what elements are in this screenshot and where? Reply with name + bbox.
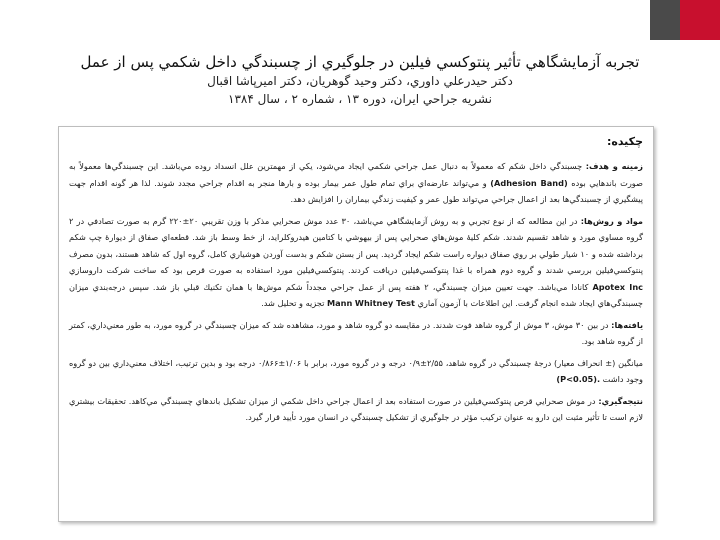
whitney-term: Whitney Test bbox=[354, 298, 415, 308]
corner-decor-dark bbox=[650, 0, 680, 40]
results-text-2: ميانگين (± انحراف معيار) درجهٔ چسبندگي در گروه شاهد، ۲/۵۵±۰/۹ درجه و در گروه مورد، برابر با ۱/۰۶±۰/۸۶۶ درجه بود و بدين ترتيب، اختلاف معني‌داري بين دو گروه وجود داشت bbox=[69, 357, 643, 384]
article-header bbox=[40, 52, 680, 108]
adhesion-band-term: (Adhesion Band) bbox=[490, 177, 568, 188]
methods-heading: مواد و روش‌ها: bbox=[580, 215, 643, 226]
methods-paragraph bbox=[69, 213, 643, 312]
p-value: (P<0.05). bbox=[556, 374, 601, 384]
conclusion-heading: نتيجه‌گيري: bbox=[598, 395, 643, 406]
background-text: چسبندگي داخل شكم كه معمولاً به دنبال عمل جراحي شكمي ايجاد مي‌شود، يكي از مهمترين علل انسداد روده مي‌باشد. اين چسبندگي‌ها معمولاً به صورت باندهايي بوده bbox=[69, 161, 643, 188]
methods-text: در اين مطالعه كه از نوع تجربي و به روش آزمايشگاهي مي‌باشد، ۳۰ عدد موش صحرايي مذكر با وزن تقريبي ۲۰±۲۲۰ گرم به صورت تصادفي در ۲ گروه مساوي مورد و شاهد تقسيم شدند. شكم كليهٔ موش‌هاي صحرايي پس از بيهوشي با كتامين هيدروكلرايد، از خط وسط باز شد. قطعه‌اي صفاق از ديوارهٔ چپ شكم برداشته شده و ۱۰ شيار طولي بر روي صفاق ديواره راست شكم ايجاد گرديد. پس از بستن شكم و بدست آوردن هوشياري كامل، گروه اول كه شاهد هستند، بدون مصرف پنتوكسي‌فيلين بررسي شدند و گروه دوم همراه با غذا پنتوكسي‌فيلين دريافت كردند. پنتوكسي‌فيلين مورد استفاده به صورت قرص بود كه ساخت شركت داروسازي bbox=[69, 215, 643, 275]
background-text-2: و مي‌تواند عارضه‌اي براي تمام طول عمر بيمار بوده و بارها منجر به اقدام جراحي مجدد شوند. لذا هر گونه اقدام جهت پيشگيري از چسبندگي‌ها بعد از اعمال جراحي مي‌تواند طول عمر و كيفيت زندگي بيماران را افزايش دهد. bbox=[69, 177, 643, 204]
mann-term: Mann bbox=[326, 298, 353, 308]
background-paragraph bbox=[69, 158, 643, 208]
results-heading: يافته‌ها: bbox=[611, 319, 644, 330]
results-paragraph-2 bbox=[69, 355, 643, 388]
article-authors: دكتر حيدرعلي داوري، دكتر وحيد گوهريان، دكتر اميرپاشا اقبال bbox=[207, 74, 513, 88]
conclusion-paragraph bbox=[69, 393, 643, 426]
conclusion-text: در موش صحرايي قرص پنتوكسي‌فيلين در صورت استفاده بعد از اعمال جراحي داخل شكمي از ميزان تشكيل باندهاي چسبندگي مي‌كاهد. تحقيقات بيشتري لازم است تا تأثير مثبت اين دارو به عنوان تركيب مؤثر در جلوگيري از تشكيل چسبندگي در انسان مورد تأييد قرار گيرد. bbox=[69, 395, 643, 422]
abstract-panel bbox=[58, 126, 654, 522]
methods-text-2: كانادا مي‌باشد. جهت تعيين ميزان چسبندگي، ۲ هفته پس از عمل جراحي مجدداً شكم موش‌ها با همان تكنيك قبلي باز شد. سپس درجه‌بندي ميزان چسبندگي‌هاي ايجاد شده انجام گرفت. اين اطلاعات با آزمون آماري bbox=[69, 281, 643, 308]
results-paragraph bbox=[69, 317, 643, 350]
abstract-label: چكيده: bbox=[606, 135, 643, 148]
background-heading: زمينه و هدف: bbox=[585, 161, 643, 171]
results-text: در بين ۳۰ موش، ۳ موش از گروه شاهد فوت شدند. در مقايسه دو گروه شاهد و مورد، مشاهده شد كه ميزان چسبندگي در گروه مورد، به طور معني‌داري، كمتر از گروه شاهد بود. bbox=[69, 319, 643, 346]
journal-citation: نشريه جراحي ايران، دوره ۱۳ ، شماره ۲ ، سال ۱۳۸۴ bbox=[228, 92, 492, 106]
corner-decor-red bbox=[680, 0, 720, 40]
methods-text-3: تجزيه و تحليل شد. bbox=[261, 298, 327, 308]
apotex-term: Apotex Inc bbox=[592, 281, 643, 292]
article-title: تجربه آزمايشگاهي تأثير پنتوكسي فيلين در جلوگيري از چسبندگي داخل شكمي پس از عمل bbox=[80, 53, 640, 71]
